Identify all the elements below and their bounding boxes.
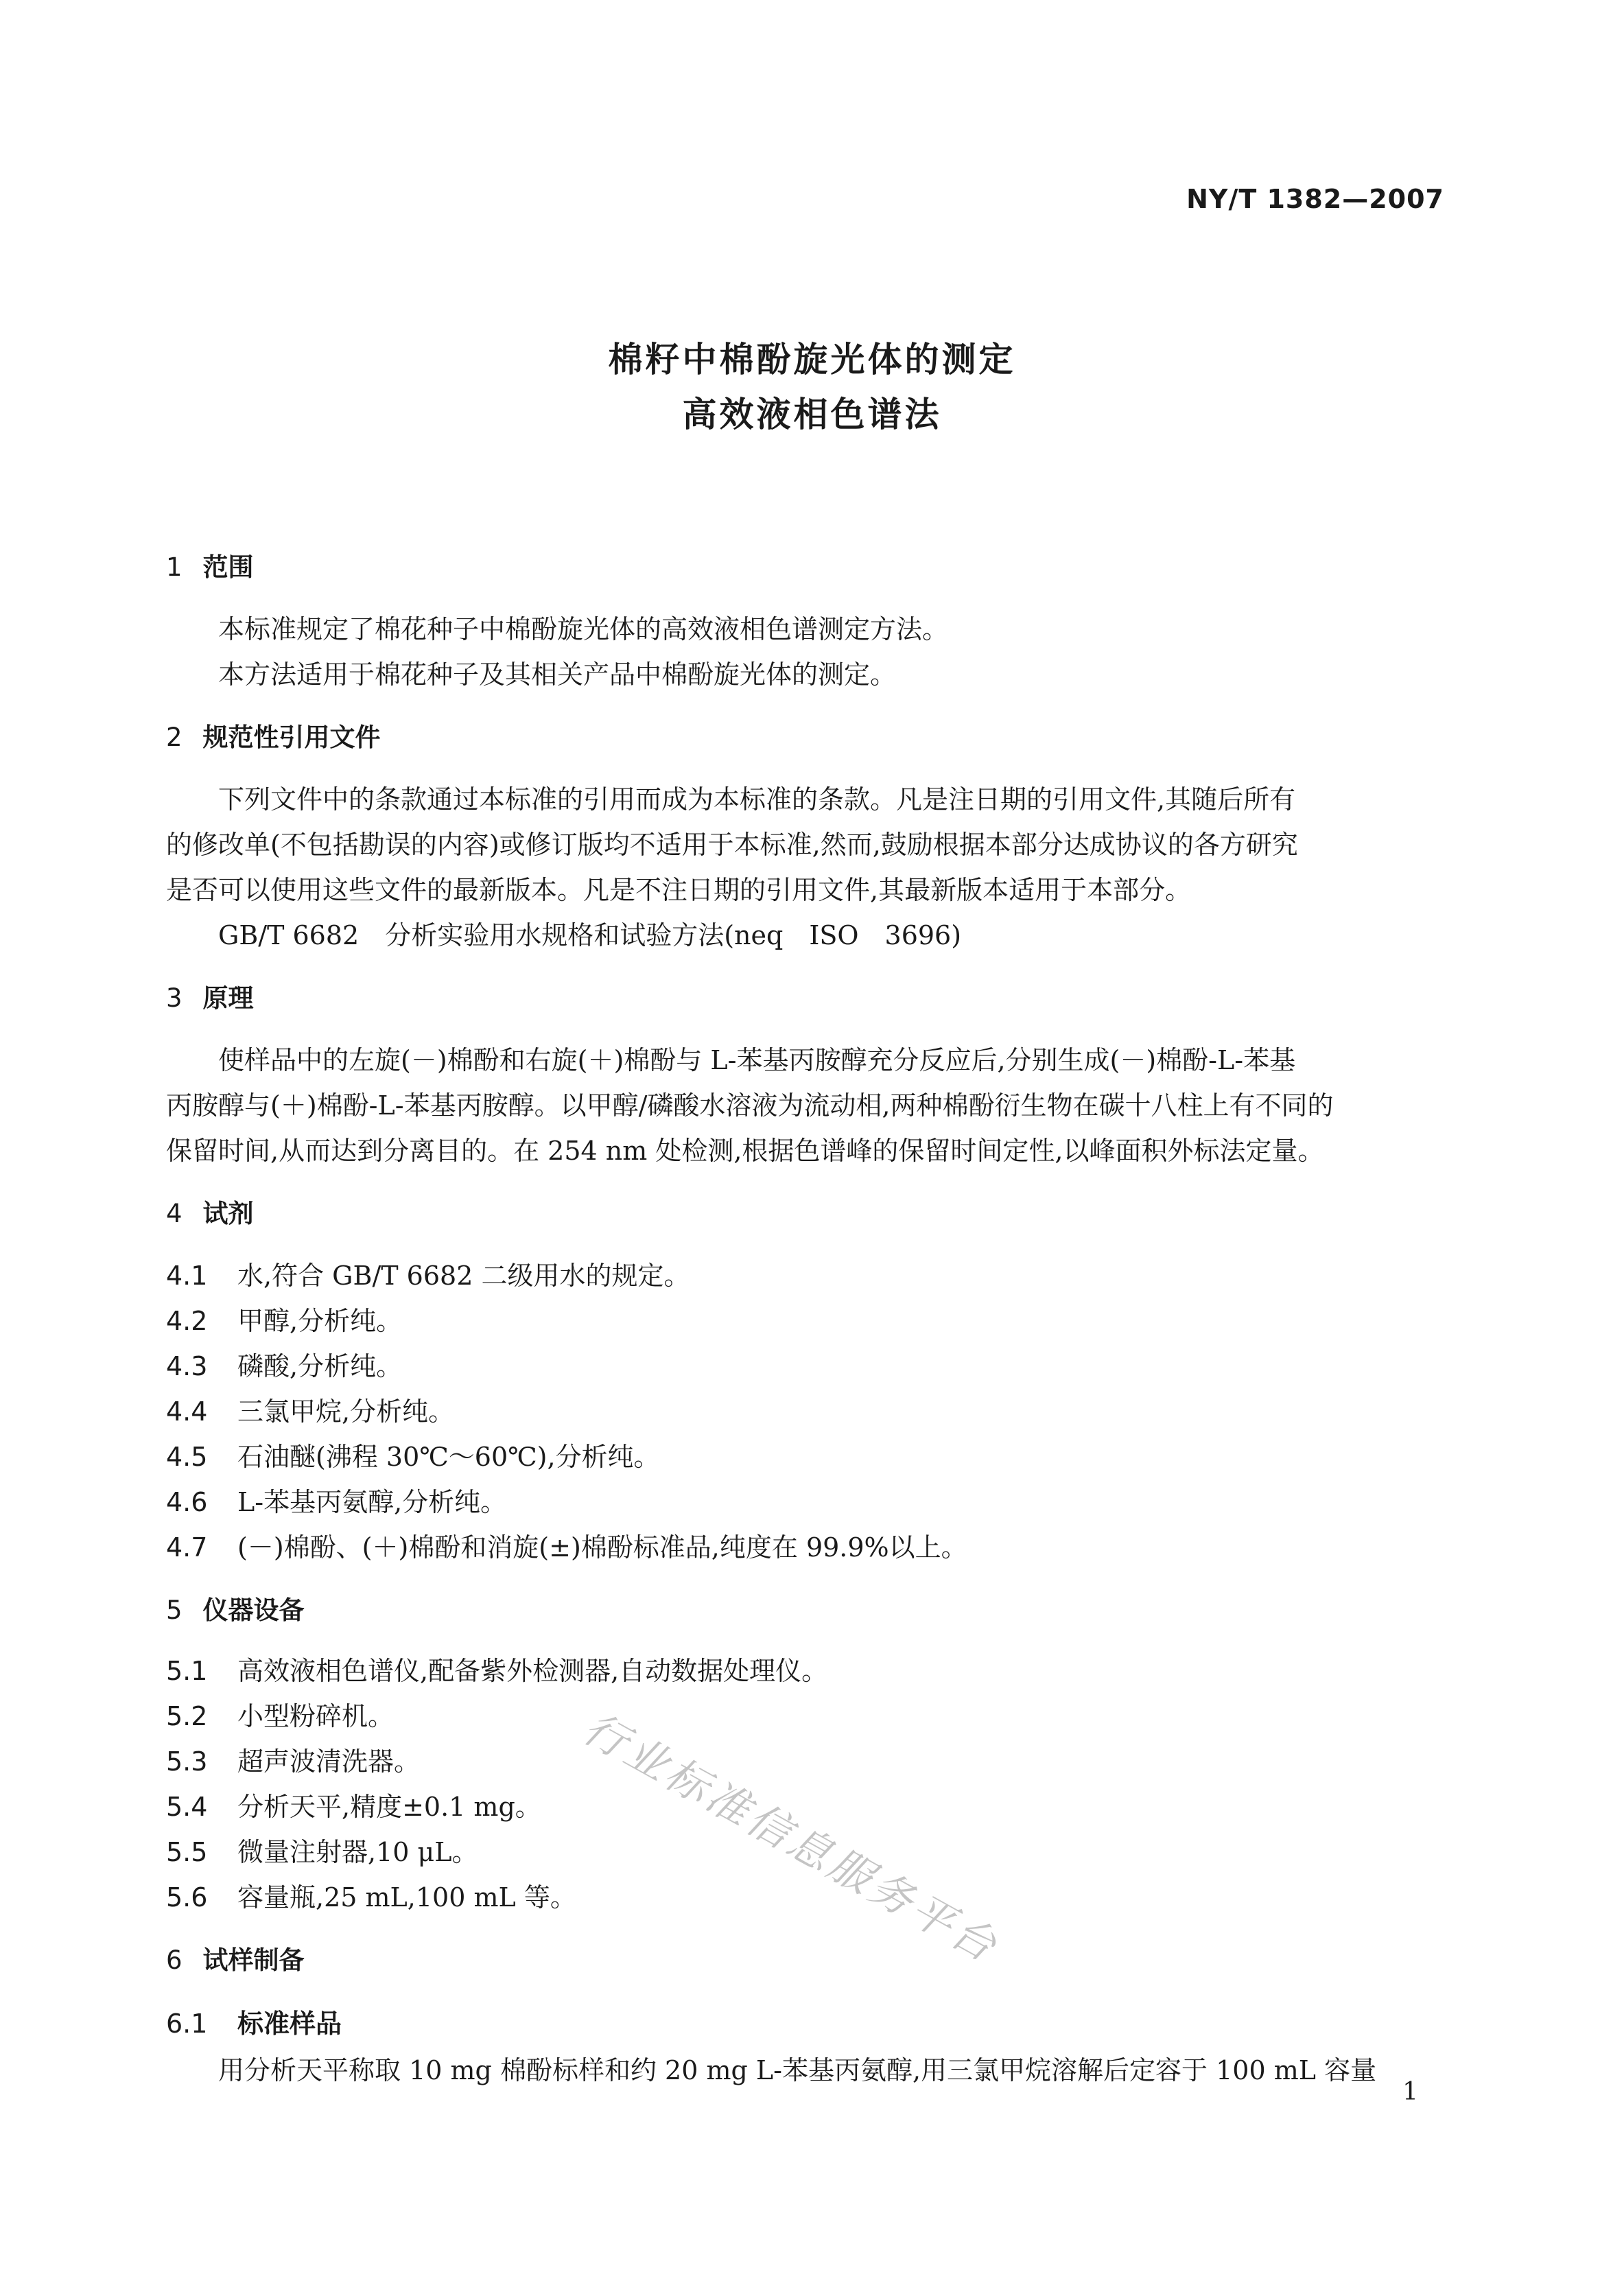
item-text: 超声波清洗器。	[237, 1746, 421, 1777]
item-number: 4.2	[166, 1306, 208, 1336]
item-number: 5.4	[166, 1792, 208, 1822]
paragraph-line: 丙胺醇与(＋)棉酚-L-苯基丙胺醇。以甲醇/磷酸水溶液为流动相,两种棉酚衍生物在碳十八柱上有不同的	[166, 1090, 1334, 1121]
item-text: (－)棉酚、(＋)棉酚和消旋(±)棉酚标准品,纯度在 99.9%以上。	[237, 1532, 967, 1563]
list-item	[166, 1254, 690, 1292]
document-subtitle: 高效液相色谱法	[682, 395, 942, 434]
section-title: 规范性引用文件	[202, 723, 381, 752]
item-number: 5.3	[166, 1746, 208, 1777]
list-item	[166, 1345, 402, 1383]
section-2-heading	[166, 716, 381, 753]
paragraph: 本方法适用于棉花种子及其相关产品中棉酚旋光体的测定。	[218, 659, 897, 690]
item-text: 石油醚(沸程 30℃～60℃),分析纯。	[237, 1442, 660, 1472]
paragraph-line: 用分析天平称取 10 mg 棉酚标样和约 20 mg L-苯基丙氨醇,用三氯甲烷溶解后定容于 100 mL 容量	[218, 2055, 1377, 2085]
section-number: 3	[166, 983, 183, 1013]
item-number: 5.2	[166, 1701, 208, 1731]
document-title: 棉籽中棉酚旋光体的测定	[608, 340, 1016, 379]
section-5-heading	[166, 1589, 305, 1626]
item-number: 4.5	[166, 1442, 208, 1472]
item-text: 容量瓶,25 mL,100 mL 等。	[237, 1882, 576, 1912]
section-number: 4	[166, 1199, 183, 1228]
section-1-heading	[166, 546, 254, 583]
item-text: 微量注射器,10 μL。	[237, 1837, 478, 1867]
section-title: 范围	[202, 552, 254, 582]
section-number: 2	[166, 723, 183, 752]
section-3-heading	[166, 977, 254, 1014]
list-item	[166, 1740, 420, 1778]
paragraph-line: 的修改单(不包括勘误的内容)或修订版均不适用于本标准,然而,鼓励根据本部分达成协议的各方研究	[166, 830, 1298, 860]
list-item	[166, 1876, 576, 1914]
section-4-heading	[166, 1193, 254, 1230]
list-item	[166, 1695, 394, 1733]
list-item	[166, 1300, 402, 1337]
list-item	[166, 1436, 660, 1473]
item-text: 小型粉碎机。	[237, 1701, 395, 1731]
item-number: 5.5	[166, 1837, 208, 1867]
section-number: 5	[166, 1595, 183, 1625]
section-title: 仪器设备	[202, 1595, 305, 1625]
subsection-number: 6.1	[166, 2009, 208, 2039]
list-item	[166, 1526, 967, 1564]
standard-code: NY/T 1382—2007	[1186, 184, 1444, 214]
paragraph-line: 是否可以使用这些文件的最新版本。凡是不注日期的引用文件,其最新版本适用于本部分。	[166, 875, 1192, 905]
list-item	[166, 1831, 478, 1869]
item-text: L-苯基丙氨醇,分析纯。	[237, 1487, 507, 1517]
item-number: 5.6	[166, 1882, 208, 1912]
list-item	[166, 1786, 541, 1823]
page-number: 1	[1402, 2078, 1418, 2106]
section-number: 6	[166, 1945, 183, 1975]
paragraph-line: 使样品中的左旋(－)棉酚和右旋(＋)棉酚与 L-苯基丙胺醇充分反应后,分别生成(－)棉酚-L-苯基	[218, 1045, 1296, 1075]
item-number: 4.1	[166, 1261, 208, 1291]
item-text: 分析天平,精度±0.1 mg。	[237, 1792, 541, 1822]
paragraph-line: 保留时间,从而达到分离目的。在 254 nm 处检测,根据色谱峰的保留时间定性,以峰面积外标法定量。	[166, 1136, 1324, 1166]
paragraph: 本标准规定了棉花种子中棉酚旋光体的高效液相色谱测定方法。	[218, 614, 949, 644]
normative-reference: GB/T 6682 分析实验用水规格和试验方法(neq ISO 3696)	[218, 920, 962, 950]
item-text: 水,符合 GB/T 6682 二级用水的规定。	[237, 1261, 690, 1291]
item-text: 高效液相色谱仪,配备紫外检测器,自动数据处理仪。	[237, 1656, 828, 1686]
subsection-title: 标准样品	[237, 2009, 342, 2039]
item-number: 5.1	[166, 1656, 208, 1686]
section-title: 试剂	[202, 1199, 254, 1228]
section-number: 1	[166, 552, 183, 582]
item-number: 4.6	[166, 1487, 208, 1517]
item-number: 4.4	[166, 1396, 208, 1427]
watermark: 行业标准信息服务平台	[575, 1703, 1008, 1973]
item-number: 4.7	[166, 1532, 208, 1563]
subsection-heading	[166, 2002, 342, 2040]
list-item	[166, 1390, 454, 1428]
section-6-heading	[166, 1939, 305, 1976]
section-title: 试样制备	[202, 1945, 305, 1975]
list-item	[166, 1650, 827, 1687]
paragraph-line: 下列文件中的条款通过本标准的引用而成为本标准的条款。凡是注日期的引用文件,其随后所有	[218, 784, 1296, 815]
item-text: 磷酸,分析纯。	[237, 1351, 403, 1381]
list-item	[166, 1481, 506, 1519]
item-text: 三氯甲烷,分析纯。	[237, 1396, 455, 1427]
section-title: 原理	[202, 983, 254, 1013]
item-number: 4.3	[166, 1351, 208, 1381]
item-text: 甲醇,分析纯。	[237, 1306, 403, 1336]
